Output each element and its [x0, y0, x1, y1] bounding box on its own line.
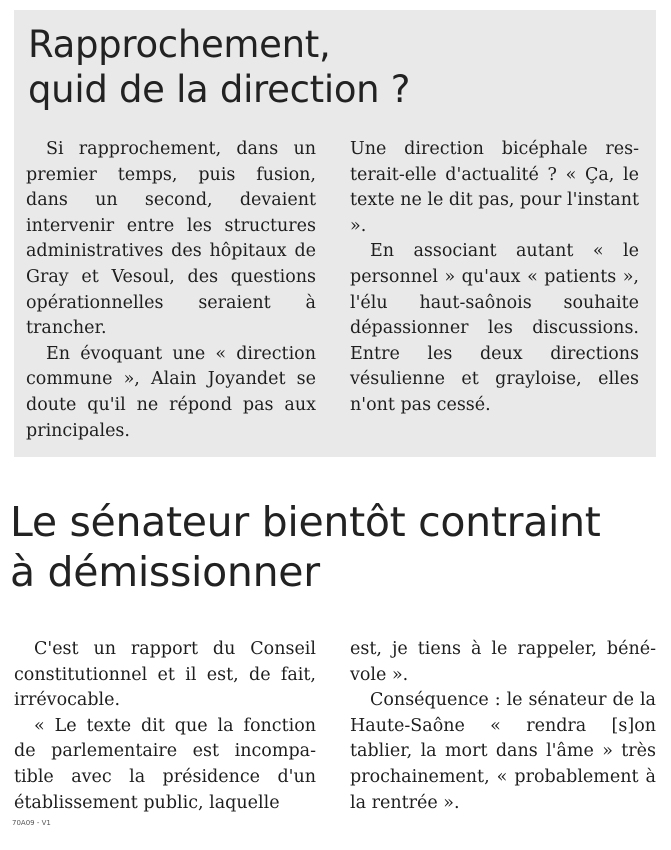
article-column-2 — [350, 637, 656, 816]
paragraph: Une direction bicéphale resterait-elle d'actualité ? « Ça, le texte ne le dit pas, pour l'instant ». — [350, 139, 640, 236]
paragraph: En évoquant une « direction commune », Alain Joyandet se doute qu'il ne répond pas aux principales. — [26, 343, 316, 441]
sidebar-headline-line-2: quid de la direction ? — [28, 68, 411, 111]
sidebar-column-1 — [26, 137, 316, 444]
article-headline — [10, 497, 660, 597]
paragraph: « Le texte dit que la fonction de parlementaire est incompatible avec la présidence d'un établissement public, laquelle — [14, 715, 316, 813]
article-headline-line-1: Le sénateur bientôt contraint — [10, 498, 601, 546]
paragraph: Conséquence : le sénateur de la Haute-Saône « rendra [s]on tablier, la mort dans l'âme » très prochainement, « probablement à la rentrée ». — [350, 690, 656, 813]
paragraph: Si rapprochement, dans un premier temps, puis fusion, dans un second, devaient intervenir entre les structures administratives des hôpitaux de Gray et Vesoul, des questions opérationnelles seraient à trancher. — [26, 139, 316, 339]
paragraph: En associant autant « le personnel » qu'aux « patients », l'élu haut-saônois souhaite dépassionner les discussions. Entre les deux directions vésulienne et grayloise, elles n'ont pas cessé. — [350, 241, 639, 415]
sidebar-headline — [28, 22, 638, 112]
sidebar-column-2 — [350, 137, 639, 419]
article-headline-line-2: à démissionner — [10, 548, 320, 596]
paragraph: C'est un rapport du Conseil constitutionnel et il est, de fait, irrévocable. — [14, 639, 316, 711]
paragraph: est, je tiens à le rappeler, bénévole ». — [350, 639, 656, 685]
sidebar-headline-line-1: Rapprochement, — [28, 23, 331, 66]
page-code: 70A09 - V1 — [12, 819, 51, 827]
article-column-1 — [14, 637, 316, 816]
